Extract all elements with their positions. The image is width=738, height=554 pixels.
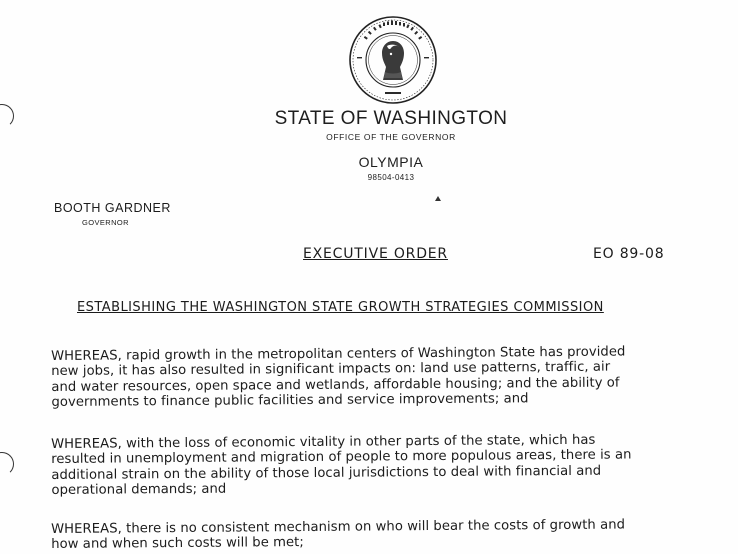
paragraph-line: and water resources, open space and wetlands, affordable housing; and the ability of [51,375,620,395]
governor-name: BOOTH GARDNER [54,201,171,215]
paragraph-line: how and when such costs will be met; [51,535,304,553]
whereas-paragraph-3 [51,517,738,553]
city-name: OLYMPIA [358,154,424,170]
office-name: OFFICE OF THE GOVERNOR [326,132,456,142]
binder-hole-bottom [0,452,14,476]
whereas-paragraph-2 [51,432,738,499]
order-number: EO 89-08 [593,246,665,262]
paragraph-line: operational demands; and [51,481,227,499]
paragraph-line: governments to finance public facilities and service improvements; and [51,391,529,411]
order-subject: ESTABLISHING THE WASHINGTON STATE GROWTH STRATEGIES COMMISSION [77,300,604,315]
paragraph-line: resulted in unemployment and migration of people to more populous areas, there is an [51,447,632,468]
paragraph-line: new jobs, it has also resulted in significant impacts on: land use patterns, traffic, air [51,360,611,380]
paragraph-line: WHEREAS, with the loss of economic vitality in other parts of the state, which has [51,432,596,452]
state-name: STATE OF WASHINGTON [274,108,508,129]
paragraph-line: WHEREAS, there is no consistent mechanism on who will bear the costs of growth and [51,517,626,537]
binder-hole-top [0,104,14,128]
governor-title: GOVERNOR [82,218,129,227]
whereas-paragraph-1 [51,344,738,411]
state-seal-icon [347,14,439,106]
paragraph-line: additional strain on the ability of those local jurisdictions to deal with financial and [51,463,602,483]
zip-code: 98504-0413 [367,173,415,182]
order-title: EXECUTIVE ORDER [303,246,448,262]
scan-mark-icon [435,196,441,201]
paragraph-line: WHEREAS, rapid growth in the metropolitan centers of Washington State has provided [51,344,626,364]
